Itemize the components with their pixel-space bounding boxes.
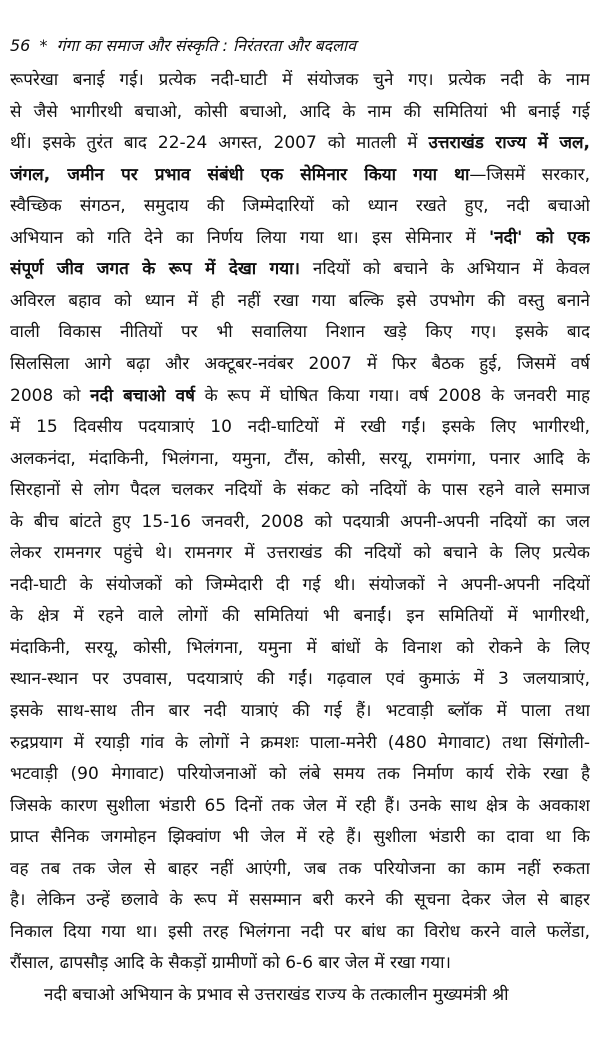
- book-title: गंगा का समाज और संस्कृति : निरंतरता और बदलाव: [56, 36, 357, 55]
- text-line: [10, 729, 590, 757]
- text-line: [10, 382, 590, 410]
- text-line: [10, 413, 590, 441]
- text-line: [10, 760, 590, 788]
- text-segment: रूपरेखा बनाई गई। प्रत्येक नदी-घाटी में संयोजक चुने गए। प्रत्येक नदी के नाम: [10, 70, 590, 90]
- text-line: [10, 918, 590, 946]
- text-line: [10, 665, 590, 693]
- text-segment: अविरल बहाव को ध्यान में ही नहीं रखा गया बल्कि इसे उपभोग की वस्तु बनाने: [10, 290, 590, 311]
- text-segment: सिलसिला आगे बढ़ा और अक्टूबर-नवंबर 2007 में फिर बैठक हुई, जिसमें वर्ष: [10, 353, 590, 374]
- bold-text-segment: नदी बचाओ वर्ष: [90, 385, 195, 406]
- text-line: [10, 886, 590, 914]
- text-segment: के बीच बांटते हुए 15-16 जनवरी, 2008 को पदयात्री अपनी-अपनी नदियों का जल: [10, 511, 590, 532]
- text-line: [10, 855, 590, 883]
- text-line: [10, 697, 590, 725]
- text-line: [10, 602, 590, 630]
- text-line: [10, 255, 590, 283]
- bold-text-segment: उत्तराखंड राज्य में जल,: [428, 133, 590, 154]
- text-segment: 2008 को: [10, 385, 91, 406]
- text-segment: स्वैच्छिक संगठन, समुदाय की जिम्मेदारियों को ध्यान रखते हुए, नदी बचाओ: [10, 196, 590, 217]
- text-line: [44, 981, 590, 1009]
- text-segment: अभियान को गति देने का निर्णय लिया गया था। इस सेमिनार में: [10, 227, 490, 248]
- text-line: [10, 287, 590, 315]
- page-number: 56: [10, 36, 31, 55]
- text-line: [10, 98, 590, 126]
- text-segment: थीं। इसके तुरंत बाद 22-24 अगस्त, 2007 को मातली में: [10, 133, 429, 154]
- text-segment: जिसके कारण सुशीला भंडारी 65 दिनों तक जेल में रही हैं। उनके साथ क्षेत्र के अवकाश: [10, 795, 590, 816]
- text-segment: नदी बचाओ अभियान के प्रभाव से उत्तराखंड राज्य के तत्कालीन मुख्यमंत्री श्री: [44, 984, 509, 1005]
- bold-text-segment: जंगल, जमीन पर प्रभाव संबंधी एक सेमिनार किया गया था: [10, 164, 470, 185]
- text-segment: वाली विकास नीतियों पर भी सवालिया निशान खड़े किए गए। इसके बाद: [10, 322, 590, 343]
- text-segment: भटवाड़ी (90 मेगावाट) परियोजनाओं को लंबे समय तक निर्माण कार्य रोके रखा है: [10, 764, 590, 785]
- text-segment: लेकर रामनगर पहुंचे थे। रामनगर में उत्तराखंड की नदियों को बचाने के लिए प्रत्येक: [10, 543, 590, 564]
- text-line: [10, 476, 590, 504]
- text-segment: अलकनंदा, मंदाकिनी, भिलंगना, यमुना, टौंस, कोसी, सरयू, रामगंगा, पनार आदि के: [10, 448, 590, 469]
- text-line: [10, 823, 590, 851]
- text-segment: है। लेकिन उन्हें छलावे के रूप में ससम्मान बरी करने की सूचना देकर जेल से बाहर: [10, 890, 590, 911]
- text-segment: वह तब तक जेल से बाहर नहीं आएंगी, जब तक परियोजना का काम नहीं रुकता: [10, 858, 590, 879]
- text-segment: स्थान-स्थान पर उपवास, पदयात्राएं की गईं। गढ़वाल एवं कुमाऊं में 3 जलयात्राएं,: [10, 669, 590, 690]
- text-segment: नदी-घाटी के संयोजकों को जिम्मेदारी दी गई थी। संयोजकों ने अपनी-अपनी नदियों: [10, 574, 590, 595]
- text-segment: रौंसाल, ढापसौड़ आदि के सैकड़ों ग्रामीणों को 6-6 बार जेल में रखा गया।: [10, 953, 451, 974]
- text-segment: —जिसमें सरकार,: [469, 164, 590, 185]
- text-line: [10, 634, 590, 662]
- text-line: [10, 350, 590, 378]
- text-line: [10, 445, 590, 473]
- text-segment: रुद्रप्रयाग में रयाड़ी गांव के लोगों ने क्रमशः पाला-मनेरी (480 मेगावाट) तथा सिंगोली-: [10, 732, 590, 753]
- text-segment: सिरहानों से लोग पैदल चलकर नदियों के संकट को नदियों के पास रहने वाले समाज: [10, 480, 590, 501]
- text-line: [10, 224, 590, 252]
- text-segment: के रूप में घोषित किया गया। वर्ष 2008 के जनवरी माह: [194, 385, 590, 406]
- text-segment: मंदाकिनी, सरयू, कोसी, भिलंगना, यमुना में बांधों के विनाश को रोकने के लिए: [10, 637, 590, 658]
- text-line: [10, 192, 590, 220]
- text-segment: से जैसे भागीरथी बचाओ, कोसी बचाओ, आदि के नाम की समितियां भी बनाई गई: [10, 101, 590, 122]
- bold-text-segment: संपूर्ण जीव जगत के रूप में देखा गया।: [10, 259, 300, 280]
- text-line: [10, 792, 590, 820]
- text-line: [10, 161, 590, 189]
- text-line: [10, 571, 590, 599]
- running-header: [10, 34, 356, 56]
- text-line: [10, 539, 590, 567]
- text-segment: प्राप्त सैनिक जगमोहन झिक्वांण भी जेल में रहे हैं। सुशीला भंडारी का दावा था कि: [10, 827, 590, 848]
- text-line: [10, 66, 590, 94]
- text-line: [10, 949, 590, 977]
- text-line: [10, 508, 590, 536]
- text-segment: के क्षेत्र में रहने वाले लोगों की समितियां भी बनाईं। इन समितियों में भागीरथी,: [10, 606, 590, 627]
- text-segment: इसके साथ-साथ तीन बार नदी यात्राएं की गई हैं। भटवाड़ी ब्लॉक में पाला तथा: [10, 701, 590, 721]
- bold-text-segment: 'नदी' को एक: [489, 227, 590, 248]
- text-line: [10, 318, 590, 346]
- text-segment: में 15 दिवसीय पदयात्राएं 10 नदी-घाटियों में रखी गईं। इसके लिए भागीरथी,: [10, 417, 590, 438]
- text-segment: निकाल दिया गया था। इसी तरह भिलंगना नदी पर बांध का विरोध करने वाले फलेंडा,: [10, 921, 590, 942]
- header-separator: *: [39, 36, 48, 55]
- text-segment: नदियों को बचाने के अभियान में केवल: [299, 259, 590, 280]
- text-line: [10, 129, 590, 157]
